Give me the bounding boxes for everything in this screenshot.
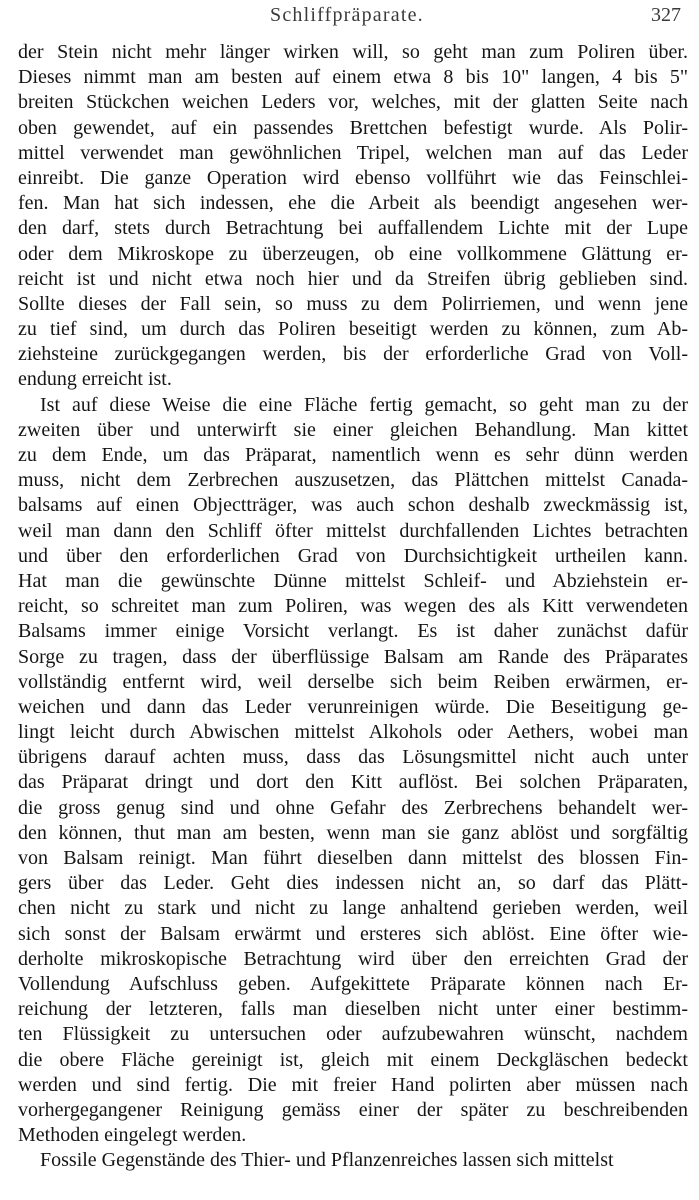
text-line: weil man dann den Schliff öfter mittelst durchfallenden Lichtes betrachten: [18, 519, 688, 542]
text-line: ziehsteine zurückgegangen werden, bis der erforderliche Grad von Voll-: [18, 343, 688, 366]
text-line: einreibt. Die ganze Operation wird ebenso vollführt wie das Feinschlei-: [18, 166, 688, 189]
text-line: Hat man die gewünschte Dünne mittelst Schleif- und Abziehstein er-: [18, 569, 688, 592]
text-line: fen. Man hat sich indessen, ehe die Arbeit als beendigt angesehen wer-: [18, 192, 688, 215]
text-line: reicht ist und nicht etwa noch hier und da Streifen übrig geblieben sind.: [18, 267, 688, 290]
text-line: die gross genug sind und ohne Gefahr des Zerbrechens behandelt wer-: [18, 796, 688, 819]
paragraph: [18, 40, 688, 393]
text-line: Sorge zu tragen, dass der überflüssige Balsam am Rande des Präparates: [18, 645, 688, 668]
text-line: breiten Stückchen weichen Leders vor, welches, mit der glatten Seite nach: [18, 91, 688, 114]
text-line: zu dem Ende, um das Präparat, namentlich wenn es sehr dünn werden: [18, 444, 688, 466]
text-line: Sollte dieses der Fall sein, so muss zu dem Polirriemen, und wenn jene: [18, 292, 688, 315]
text-line: der Stein nicht mehr länger wirken will, so geht man zum Poliren über.: [18, 41, 688, 63]
text-line: gers über das Leder. Geht dies indessen nicht an, so darf das Plätt-: [18, 872, 688, 895]
text-line: balsams auf einen Objectträger, was auch schon deshalb zweckmässig ist,: [18, 494, 688, 517]
text-line: und über den erforderlichen Grad von Durchsichtigkeit urtheilen kann.: [18, 544, 688, 567]
text-line: vollständig entfernt wird, weil derselbe sich beim Reiben erwärmen, er-: [18, 670, 688, 693]
page-number: 327: [651, 4, 681, 26]
text-line: den können, thut man am besten, wenn man sie ganz ablöst und sorgfältig: [18, 821, 688, 844]
text-line: endung erreicht ist.: [18, 368, 172, 391]
paragraph: [18, 393, 688, 1149]
text-line: werden und sind fertig. Die mit freier Hand polirten aber müssen nach: [18, 1073, 688, 1096]
body-text: [18, 40, 688, 1173]
text-line: zweiten über und unterwirft sie einer gleichen Behandlung. Man kittet: [18, 418, 688, 441]
text-line: vorhergegangener Reinigung gemäss einer der später zu beschreibenden: [18, 1098, 688, 1121]
text-line: Fossile Gegenstände des Thier- und Pflanzenreiches lassen sich mittelst: [40, 1149, 614, 1172]
text-line: Vollendung Aufschluss geben. Aufgekittete Präparate können nach Er-: [18, 972, 688, 995]
text-line: derholte mikroskopische Betrachtung wird über den erreichten Grad der: [18, 947, 688, 970]
text-line: Balsams immer einige Vorsicht verlangt. Es ist daher zunächst dafür: [18, 620, 688, 643]
text-line: chen nicht zu stark und nicht zu lange anhaltend gerieben werden, weil: [18, 897, 688, 920]
text-line: von Balsam reinigt. Man führt dieselben dann mittelst des blossen Fin-: [18, 847, 688, 869]
text-line: Ist auf diese Weise die eine Fläche fertig gemacht, so geht man zu der: [40, 393, 688, 416]
text-line: lingt leicht durch Abwischen mittelst Alkohols oder Aethers, wobei man: [18, 721, 688, 744]
text-line: mittel verwendet man gewöhnlichen Tripel, welchen man auf das Leder: [18, 141, 688, 164]
running-title: Schliffpräparate.: [270, 4, 424, 26]
text-line: oben gewendet, auf ein passendes Brettchen befestigt wurde. Als Polir-: [18, 116, 688, 139]
text-line: oder dem Mikroskope zu überzeugen, ob eine vollkommene Glättung er-: [18, 242, 688, 265]
text-line: weichen und dann das Leder verunreinigen würde. Die Beseitigung ge-: [18, 695, 688, 718]
text-line: reicht, so schreitet man zum Poliren, was wegen des als Kitt verwendeten: [18, 595, 688, 618]
text-line: muss, nicht dem Zerbrechen auszusetzen, das Plättchen mittelst Canada-: [18, 469, 688, 492]
text-line: sich sonst der Balsam erwärmt und ersteres sich ablöst. Eine öfter wie-: [18, 922, 688, 945]
running-head: [0, 2, 699, 32]
text-line: übrigens darauf achten muss, dass das Lösungsmittel nicht auch unter: [18, 746, 688, 769]
text-line: die obere Fläche gereinigt ist, gleich mit einem Deckgläschen bedeckt: [18, 1048, 688, 1071]
text-line: Dieses nimmt man am besten auf einem etwa 8 bis 10" langen, 4 bis 5": [18, 66, 688, 89]
text-line: reichung der letzteren, falls man dieselben nicht unter einer bestimm-: [18, 998, 688, 1021]
text-line: das Präparat dringt und dort den Kitt auflöst. Bei solchen Präparaten,: [18, 771, 688, 794]
text-line: zu tief sind, um durch das Poliren beseitigt werden zu können, zum Ab-: [18, 318, 688, 341]
paragraph: [18, 1148, 688, 1173]
text-line: Methoden eingelegt werden.: [18, 1124, 247, 1147]
text-line: ten Flüssigkeit zu untersuchen oder aufzubewahren wünscht, nachdem: [18, 1023, 688, 1046]
text-line: den darf, stets durch Betrachtung bei auffallendem Lichte mit der Lupe: [18, 217, 688, 240]
